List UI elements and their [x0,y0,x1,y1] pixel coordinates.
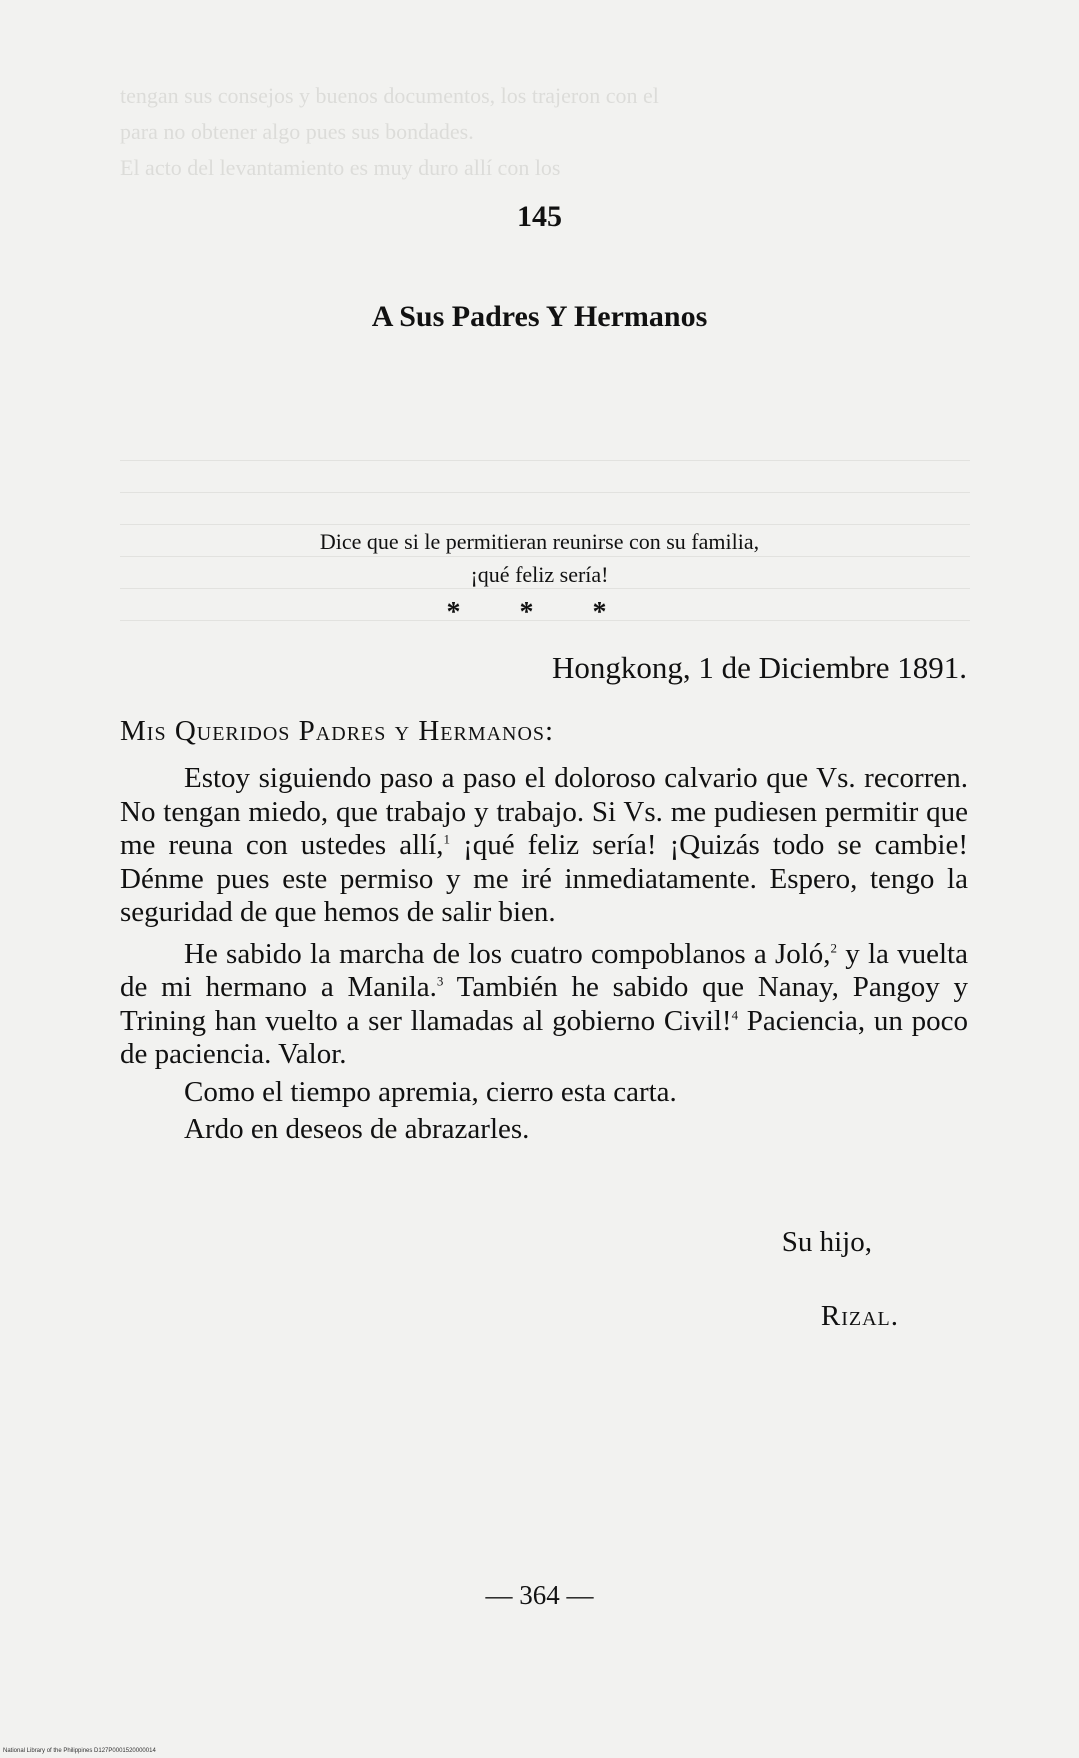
bleed-line: tengan sus consejos y buenos documentos, los trajeron con el [120,83,659,108]
footer-credit: National Library of the Philippines D127P0001520000014 [3,1748,156,1754]
paragraph: Ardo en deseos de abrazarles. [184,1113,530,1145]
letter-number: 145 [517,200,562,233]
separator-asterisks: * * * [446,597,633,628]
paragraph: Como el tiempo apremia, cierro esta carta. [184,1075,677,1108]
letter-summary [0,525,1079,591]
bleed-line: para no obtener algo pues sus bondades. [120,119,474,144]
page-number: — 364 — [485,1580,594,1610]
summary-line: ¡qué feliz sería! [470,562,609,587]
bleed-line: El acto del levantamiento es muy duro allí con los [120,155,561,180]
paragraph: Estoy siguiendo paso a paso el doloroso calvario que Vs. recorren. No tengan miedo, que trabajo y trabajo. Si Vs. me pudiesen permitir que me reuna con ustedes allí,$^1$ ¡qué feliz sería! ¡Quizás todo se cambie! Dénme pues este permiso y me iré inmediatamente. Espero, tengo la seguridad de que hemos de salir bien. [120,762,968,928]
paragraph: He sabido la marcha de los cuatro compoblanos a Joló,$^2$ y la vuelta de mi hermano a Manila.$^3$ También he sabido que Nanay, Pangoy y Trining han vuelto a ser llamadas al gobierno Civil!$^4$ Paciencia, un poco de paciencia. Valor. [120,937,968,1070]
footnote-marker: 3 [436,973,444,989]
closing: Su hijo, [781,1226,872,1258]
letter-body [120,762,968,1151]
footnote-marker: 2 [830,939,838,955]
bleed-through-text [120,80,970,188]
signature: Rizal. [820,1300,899,1332]
summary-line: Dice que si le permitieran reunirse con su familia, [319,529,760,554]
salutation: Mis Queridos Padres y Hermanos: [120,715,555,747]
footnote-marker: 1 [443,831,451,847]
footnote-marker: 4 [731,1006,739,1022]
dateline: Hongkong, 1 de Diciembre 1891. [552,650,967,685]
letter-title: A Sus Padres Y Hermanos [371,300,708,333]
